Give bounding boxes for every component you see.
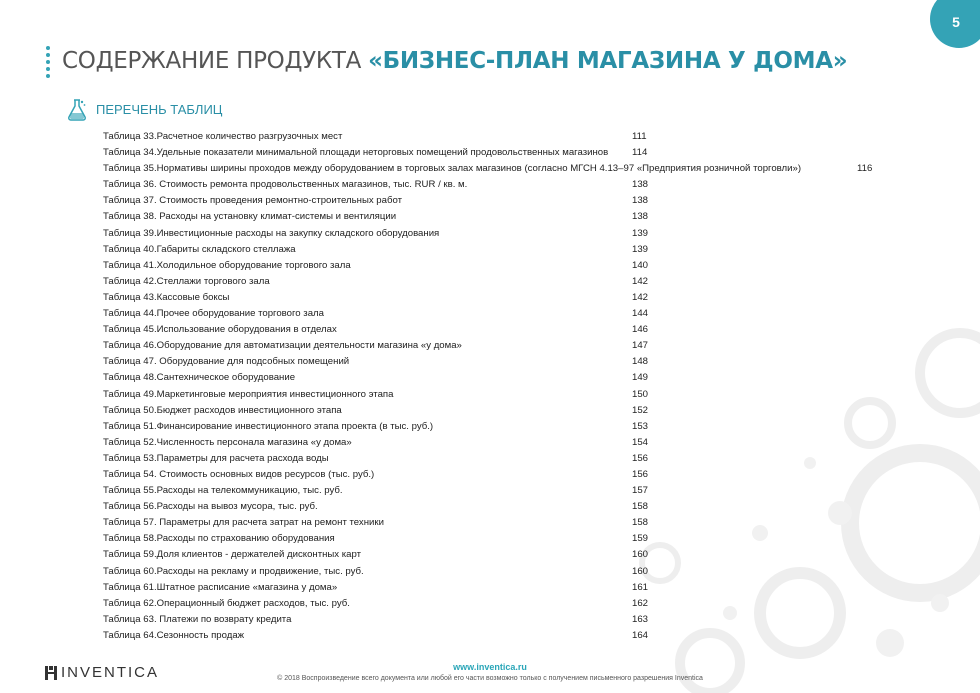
toc-row-page: 164: [632, 629, 649, 641]
toc-row-label: Таблица 55.Расходы на телекоммуникацию, тыс. руб.: [103, 485, 343, 497]
toc-row[interactable]: [103, 596, 963, 612]
toc-row-page: 161: [632, 581, 649, 593]
toc-row-label: Таблица 46.Оборудование для автоматизации деятельности магазина «у дома»: [103, 340, 462, 352]
toc-row-page: 116: [857, 163, 873, 175]
toc-row[interactable]: [103, 322, 963, 338]
toc-row[interactable]: [103, 161, 963, 177]
toc-row-label: Таблица 59.Доля клиентов - держателей дисконтных карт: [103, 549, 362, 561]
toc-row-label: Таблица 50.Бюджет расходов инвестиционного этапа: [103, 404, 342, 416]
toc-row-page: 114: [632, 147, 648, 159]
toc-row-label: Таблица 56.Расходы на вывоз мусора, тыс. руб.: [103, 501, 318, 513]
toc-row-page: 156: [632, 452, 649, 464]
toc-row-page: 160: [632, 549, 649, 561]
toc-row-page: 149: [632, 372, 649, 384]
toc-row[interactable]: [103, 435, 963, 451]
toc-row[interactable]: [103, 483, 963, 499]
toc-row-label: Таблица 47. Оборудование для подсобных помещений: [103, 356, 350, 368]
toc-row-page: 150: [632, 388, 649, 400]
toc-row-label: Таблица 37. Стоимость проведения ремонтно-строительных работ: [103, 195, 402, 207]
toc-row-page: 158: [632, 517, 649, 529]
toc-row[interactable]: [103, 274, 963, 290]
toc-row[interactable]: [103, 419, 963, 435]
toc-row[interactable]: [103, 612, 963, 628]
toc-row-page: 139: [632, 243, 649, 255]
toc-row-label: Таблица 48.Сантехническое оборудование: [103, 372, 296, 384]
toc-row-page: 142: [632, 291, 649, 303]
toc-row[interactable]: [103, 451, 963, 467]
toc-row-label: Таблица 57. Параметры для расчета затрат на ремонт техники: [103, 517, 384, 529]
toc-row-label: Таблица 44.Прочее оборудование торгового зала: [103, 308, 324, 320]
toc-row-label: Таблица 64.Сезонность продаж: [103, 629, 245, 641]
toc-row-page: 140: [632, 259, 649, 271]
toc-row[interactable]: [103, 370, 963, 386]
page-title: [62, 48, 847, 74]
toc-row-page: 138: [632, 195, 649, 207]
toc-row-label: Таблица 58.Расходы по страхованию оборудования: [103, 533, 335, 545]
page-title-accent: «БИЗНЕС-ПЛАН МАГАЗИНА У ДОМА»: [368, 48, 848, 74]
toc-row-label: Таблица 41.Холодильное оборудование торгового зала: [103, 259, 351, 271]
toc-row[interactable]: [103, 354, 963, 370]
toc-row-page: 138: [632, 211, 649, 223]
toc-row[interactable]: [103, 499, 963, 515]
footer-copyright: © 2018 Воспроизведение всего документа или любой его части возможно только с получением письменного разрешения Inventica: [277, 675, 703, 682]
toc-row-page: 144: [632, 308, 649, 320]
toc-row-label: Таблица 52.Численность персонала магазина «у дома»: [103, 436, 352, 448]
toc-row-label: Таблица 62.Операционный бюджет расходов, тыс. руб.: [103, 597, 350, 609]
toc-row[interactable]: [103, 387, 963, 403]
toc-row-page: 142: [632, 275, 649, 287]
toc-row-label: Таблица 53.Параметры для расчета расхода воды: [103, 452, 329, 464]
toc-row[interactable]: [103, 129, 963, 145]
toc-row[interactable]: [103, 403, 963, 419]
toc-row-page: 148: [632, 356, 649, 368]
toc-row[interactable]: [103, 258, 963, 274]
toc-row-label: Таблица 63. Платежи по возврату кредита: [103, 613, 292, 625]
toc-row-page: 111: [632, 131, 647, 142]
toc-row-label: Таблица 54. Стоимость основных видов ресурсов (тыс. руб.): [103, 468, 375, 480]
toc-row[interactable]: [103, 338, 963, 354]
toc-row[interactable]: [103, 580, 963, 596]
toc-row[interactable]: [103, 209, 963, 225]
toc-row-page: 153: [632, 420, 649, 432]
toc-row-page: 138: [632, 179, 649, 191]
toc-row-label: Таблица 39.Инвестиционные расходы на закупку складского оборудования: [103, 227, 440, 239]
page-number: 5: [952, 14, 960, 30]
toc-row-label: Таблица 36. Стоимость ремонта продовольственных магазинов, тыс. RUR / кв. м.: [103, 179, 468, 191]
toc-row[interactable]: [103, 531, 963, 547]
footer-url-link[interactable]: www.inventica.ru: [453, 662, 527, 672]
toc-row-page: 159: [632, 533, 649, 545]
logo-text: INVENTICA: [61, 664, 160, 681]
toc-row-label: Таблица 34.Удельные показатели минимальной площади неторговых помещений продовольственных магазинов: [103, 147, 609, 159]
toc-row[interactable]: [103, 145, 963, 161]
page-number-badge: [930, 0, 980, 48]
page-title-plain: СОДЕРЖАНИЕ ПРОДУКТА: [62, 48, 369, 74]
toc-row-page: 152: [632, 404, 649, 416]
toc-row-label: Таблица 42.Стеллажи торгового зала: [103, 275, 270, 287]
toc-row[interactable]: [103, 193, 963, 209]
toc-row-page: 139: [632, 227, 649, 239]
flask-icon: [66, 98, 88, 122]
toc-row-page: 163: [632, 613, 649, 625]
title-dots-decoration: [46, 46, 50, 81]
toc-row[interactable]: [103, 628, 963, 644]
toc-row-label: Таблица 61.Штатное расписание «магазина у дома»: [103, 581, 338, 593]
toc-row[interactable]: [103, 242, 963, 258]
toc-row-label: Таблица 43.Кассовые боксы: [103, 291, 230, 303]
toc-row-label: Таблица 51.Финансирование инвестиционного этапа проекта (в тыс. руб.): [103, 420, 434, 432]
toc-row-page: 156: [632, 468, 649, 480]
toc-row-label: Таблица 49.Маркетинговые мероприятия инвестиционного этапа: [103, 388, 394, 400]
toc-row[interactable]: [103, 467, 963, 483]
toc-row-label: Таблица 40.Габариты складского стеллажа: [103, 243, 296, 255]
toc-row-page: 147: [632, 340, 649, 352]
toc-row-page: 162: [632, 597, 649, 609]
toc-row-page: 158: [632, 501, 649, 513]
section-title: ПЕРЕЧЕНЬ ТАБЛИЦ: [96, 102, 223, 117]
toc-row[interactable]: [103, 177, 963, 193]
toc-row[interactable]: [103, 547, 963, 563]
toc-row[interactable]: [103, 306, 963, 322]
toc-row[interactable]: [103, 515, 963, 531]
toc-row[interactable]: [103, 564, 963, 580]
toc-row-label: Таблица 38. Расходы на установку климат-системы и вентиляции: [103, 211, 397, 223]
toc-row-page: 146: [632, 324, 649, 336]
toc-row-page: 160: [632, 565, 649, 577]
table-list: [103, 129, 963, 644]
toc-row-label: Таблица 45.Использование оборудования в отделах: [103, 324, 337, 336]
toc-row-label: Таблица 35.Нормативы ширины проходов между оборудованием в торговых залах магазинов (согласно МГСН 4.13–97 «Предприятия розничной торговли»): [103, 163, 802, 175]
toc-row-page: 157: [632, 485, 649, 497]
toc-row[interactable]: [103, 290, 963, 306]
toc-row-label: Таблица 33.Расчетное количество разгрузочных мест: [103, 131, 343, 142]
toc-row[interactable]: [103, 226, 963, 242]
toc-row-page: 154: [632, 436, 649, 448]
toc-row-label: Таблица 60.Расходы на рекламу и продвижение, тыс. руб.: [103, 565, 364, 577]
